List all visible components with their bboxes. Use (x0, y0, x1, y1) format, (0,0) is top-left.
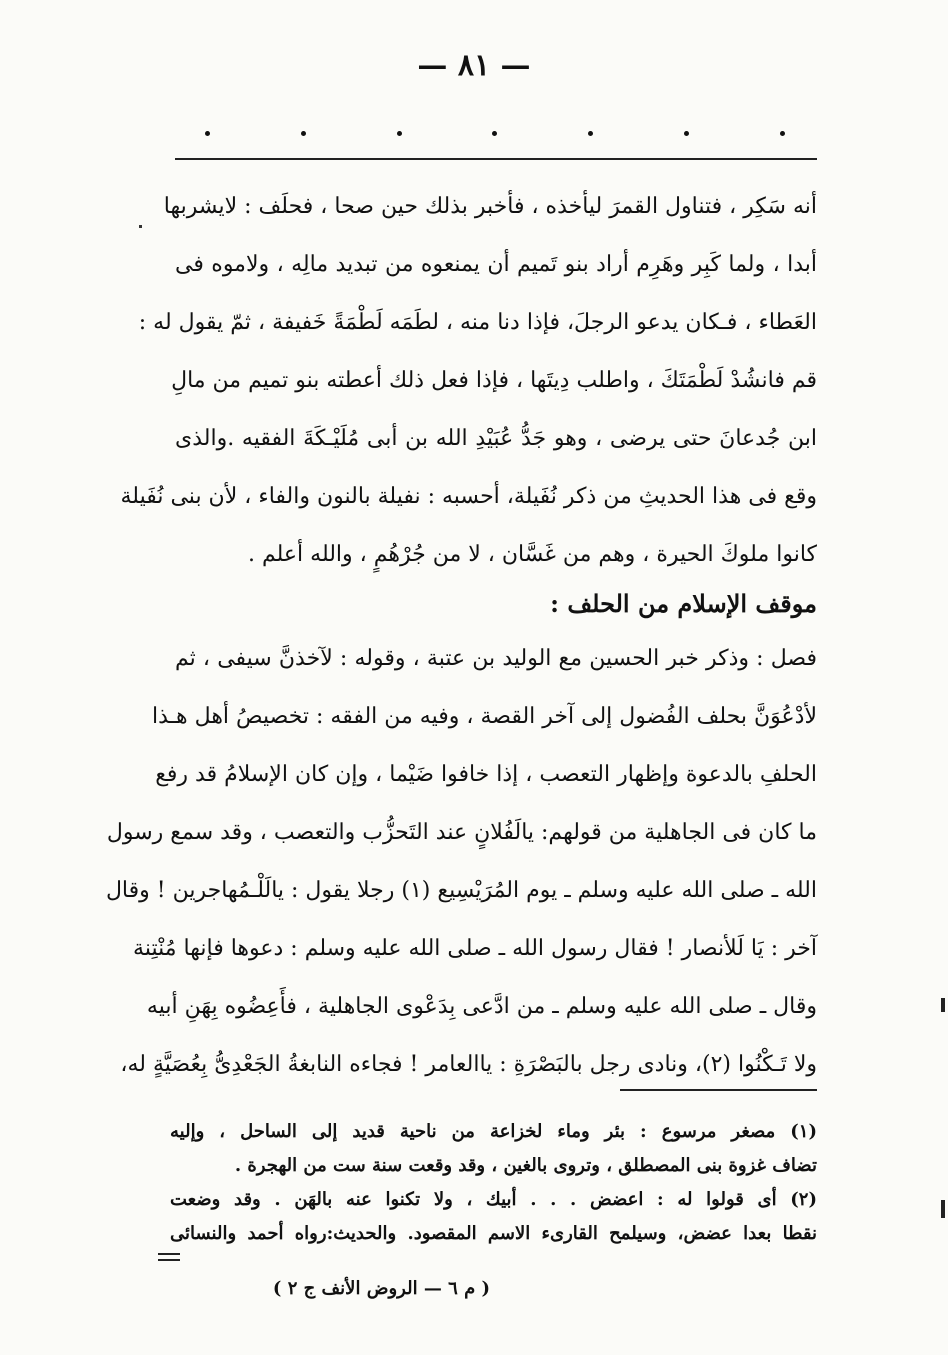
dot (397, 131, 402, 136)
scan-edge-mark (941, 998, 945, 1012)
footnote-line: (٢) أى قولوا له : اعضض . . . أبيك ، ولا تكنوا عنه بالهَن . وقد وضعت (170, 1189, 817, 1210)
dot (301, 131, 306, 136)
body-text-part2 (105, 630, 817, 1094)
footnote-line: تضاف غزوة بنى المصطلق ، وتروى بالغين ، وقد وقعت سنة ست من الهجرة . (234, 1155, 817, 1176)
page-number: — ٨١ — (417, 48, 531, 83)
dot (205, 131, 210, 136)
text-line: وقال ـ صلى الله عليه وسلم ـ من ادَّعى بِدَعْوى الجاهلية ، فأَعِضُوه بِهَنِ أبيه (146, 994, 817, 1019)
scan-edge-mark (941, 1200, 945, 1218)
section-heading: موقف الإسلام من الحلف : (550, 589, 817, 618)
dot (588, 131, 593, 136)
dot (492, 131, 497, 136)
text-line: آخر : يَا لَلأنصار ! فقال رسول الله ـ صلى الله عليه وسلم : دعوها فإنها مُنْتِنة (133, 936, 817, 961)
text-line: العَطاء ، فـكان يدعو الرجلَ، فإذا دنا منه ، لطَمَه لَطْمَةً خَفيفة ، ثمّ يقول له : (138, 310, 817, 335)
continuation-mark (158, 1253, 180, 1261)
text-line: ولا تَـكْنُوا (٢)، ونادى رجل بالبَصْرَةِ : ياالعامر ! فجاءه النابغةُ الجَعْدِىُّ بِعُصَيَّةٍ له، (120, 1052, 817, 1077)
dot (780, 131, 785, 136)
text-line: أنه سَكِر ، فتناول القمرَ ليأخذه ، فأخبر بذلك حين صحا ، فحلَف : لايشربها (163, 194, 817, 219)
scan-speck (139, 225, 142, 228)
text-line: الله ـ صلى الله عليه وسلم ـ يوم المُرَيْسِيع (١) رجلا يقول : يالَلْـمُهاجرين ! وقال (105, 878, 817, 903)
dot (684, 131, 689, 136)
text-line: الحلفِ بالدعوة وإظهار التعصب ، إذا خافوا ضَيْما ، وإن كان الإسلامُ قد رفع (155, 762, 817, 787)
body-text-part1 (120, 178, 817, 584)
text-line: كانوا ملوكَ الحيرة ، وهم من غَسَّان ، لا من جُرْهُمٍ ، والله أعلم . (248, 542, 817, 567)
text-line: فصل : وذكر خبر الحسين مع الوليد بن عتبة ، وقوله : لآخذنَّ سيفى ، ثم (175, 646, 817, 671)
footnote-line: (١) مصغر مرسوع : بئر وماء لخزاعة من ناحية قديد إلى الساحل ، وإليه (170, 1121, 817, 1142)
footnotes (170, 1115, 817, 1251)
text-line: لأدْعُوَنَّ بحلف الفُضول إلى آخر القصة ، وفيه من الفقه : تخصيصُ أهل هـذا (151, 704, 817, 729)
footnote-line: نقطا بعدا عضض، وسيلمح القارىء الاسم المقصود. والحديث:رواه أحمد والنسائى (170, 1223, 817, 1244)
footnote-rule (620, 1089, 817, 1091)
ornament-dots (205, 118, 785, 148)
text-line: ابن جُدعانَ حتى يرضى ، وهو جَدُّ عُبَيْدِ الله بن أبى مُلَيْـكَةَ الفقيه .والذى (175, 426, 817, 451)
text-line: أبدا ، ولما كَبِر وهَرِم أراد بنو تَميم أن يمنعوه من تبديد مالِه ، ولاموه فى (175, 252, 817, 277)
signature-mark: ( م ٦ — الروض الأنف ج ٢ ) (272, 1278, 490, 1299)
text-line: قم فانشُدْ لَطْمَتَكَ ، واطلب دِيتَها ، فإذا فعل ذلك أعطته بنو تميم من مالِ (171, 368, 817, 393)
text-line: وقع فى هذا الحديثِ من ذكر نُفَيلة، أحسبه : نفيلة بالنون والفاء ، لأن بنى نُفَيلة (120, 484, 817, 509)
top-rule (175, 158, 817, 160)
text-line: ما كان فى الجاهلية من قولهم: يالَفُلانٍ عند التَحزُّب والتعصب ، وقد سمع رسول (106, 820, 817, 845)
